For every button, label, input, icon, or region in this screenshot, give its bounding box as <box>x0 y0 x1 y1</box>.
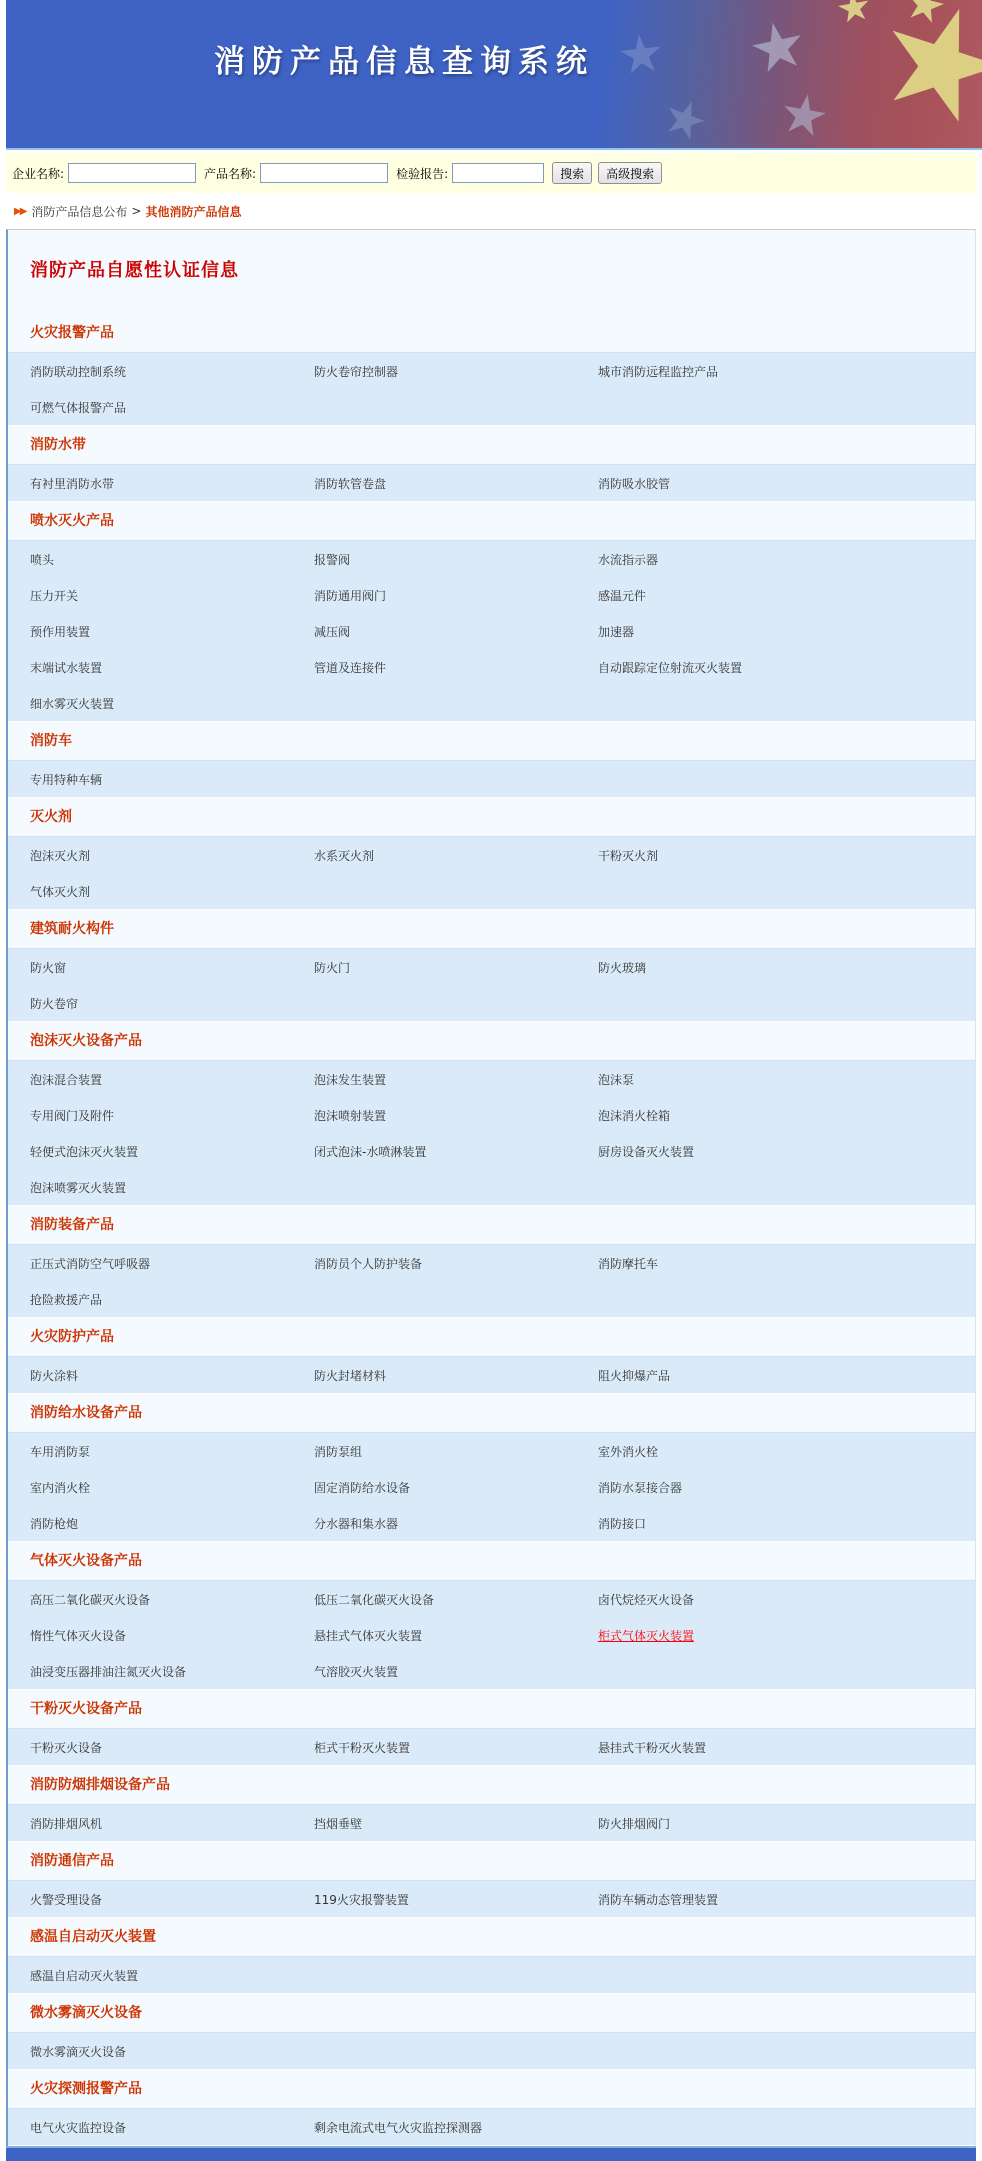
company-name-label: 企业名称: <box>12 166 65 181</box>
item-row <box>8 1433 975 1469</box>
product-name-input[interactable] <box>260 163 388 183</box>
product-link[interactable]: 消防排烟风机 <box>30 1816 103 1831</box>
report-label: 检验报告: <box>396 166 449 181</box>
product-link[interactable]: 压力开关 <box>30 588 79 603</box>
item-row <box>8 353 975 389</box>
product-link[interactable]: 气溶胶灭火装置 <box>314 1664 399 1679</box>
product-link[interactable]: 感温元件 <box>598 588 647 603</box>
product-link[interactable]: 干粉灭火剂 <box>598 848 659 863</box>
product-link[interactable]: 消防泵组 <box>314 1444 363 1459</box>
product-link[interactable]: 火警受理设备 <box>30 1892 103 1907</box>
product-link[interactable]: 自动跟踪定位射流灭火装置 <box>598 660 743 675</box>
product-link[interactable]: 泡沫喷雾灭火装置 <box>30 1180 127 1195</box>
item-row <box>8 1653 975 1689</box>
product-link[interactable]: 厨房设备灭火装置 <box>598 1144 695 1159</box>
section-item-block <box>8 540 975 722</box>
item-row <box>8 1805 975 1841</box>
search-bar <box>6 153 976 193</box>
section-title: 消防防烟排烟设备产品 <box>8 1766 975 1804</box>
section-item-block <box>8 1432 975 1542</box>
section-item-block <box>8 2032 975 2070</box>
section-title: 消防通信产品 <box>8 1842 975 1880</box>
item-row <box>8 1061 975 1097</box>
product-link[interactable]: 泡沫消火栓箱 <box>598 1108 671 1123</box>
section-item-block <box>8 1728 975 1766</box>
breadcrumb-separator: > <box>131 204 142 218</box>
product-link[interactable]: 防火涂料 <box>30 1368 79 1383</box>
product-link[interactable]: 泡沫喷射装置 <box>314 1108 387 1123</box>
section-item-block <box>8 1804 975 1842</box>
product-link[interactable]: 消防软管卷盘 <box>314 476 387 491</box>
breadcrumb-parent-link[interactable]: 消防产品信息公布 <box>31 204 128 219</box>
product-link[interactable]: 防火卷帘控制器 <box>314 364 399 379</box>
item-row <box>8 1245 975 1281</box>
faint-star-icon <box>779 91 830 142</box>
section-title: 消防水带 <box>8 426 975 464</box>
section-item-block <box>8 464 975 502</box>
item-row <box>8 1281 975 1317</box>
section-title: 建筑耐火构件 <box>8 910 975 948</box>
small-star-icon <box>835 0 872 27</box>
china-flag-image <box>570 0 982 148</box>
product-link[interactable]: 柜式气体灭火装置 <box>598 1628 695 1643</box>
page-header <box>6 0 982 150</box>
item-row <box>8 1729 975 1765</box>
item-row <box>8 2033 975 2069</box>
section-item-block <box>8 1580 975 1690</box>
product-link[interactable]: 水系灭火剂 <box>314 848 375 863</box>
section-item-block <box>8 352 975 426</box>
product-link[interactable]: 电气火灾监控设备 <box>30 2120 127 2135</box>
section-title: 消防装备产品 <box>8 1206 975 1244</box>
section-item-block <box>8 948 975 1022</box>
product-link[interactable]: 固定消防给水设备 <box>314 1480 411 1495</box>
faint-star-icon <box>747 17 809 79</box>
item-row <box>8 1957 975 1993</box>
item-row <box>8 1581 975 1617</box>
product-link[interactable]: 消防接口 <box>598 1516 647 1531</box>
product-link[interactable]: 报警阀 <box>314 552 351 567</box>
faint-star-icon <box>659 94 710 145</box>
section-title: 火灾探测报警产品 <box>8 2070 975 2108</box>
item-row <box>8 1169 975 1205</box>
item-row <box>8 577 975 613</box>
breadcrumb <box>6 193 976 229</box>
product-link[interactable]: 末端试水装置 <box>30 660 103 675</box>
item-row <box>8 873 975 909</box>
product-link[interactable]: 干粉灭火设备 <box>30 1740 103 1755</box>
site-title: 消防产品信息查询系统 <box>214 44 594 80</box>
product-link[interactable]: 消防吸水胶管 <box>598 476 671 491</box>
product-link[interactable]: 挡烟垂壁 <box>314 1816 363 1831</box>
product-name-label: 产品名称: <box>204 166 257 181</box>
product-link[interactable]: 专用特种车辆 <box>30 772 103 787</box>
section-item-block <box>8 836 975 910</box>
advanced-search-button[interactable]: 高级搜索 <box>598 162 662 184</box>
section-title: 灭火剂 <box>8 798 975 836</box>
product-link[interactable]: 防火窗 <box>30 960 67 975</box>
product-link[interactable]: 专用阀门及附件 <box>30 1108 115 1123</box>
item-row <box>8 685 975 721</box>
product-link[interactable]: 轻便式泡沫灭火装置 <box>30 1144 139 1159</box>
product-link[interactable]: 悬挂式气体灭火装置 <box>314 1628 423 1643</box>
section-item-block <box>8 1244 975 1318</box>
product-link[interactable]: 减压阀 <box>314 624 351 639</box>
product-link[interactable]: 城市消防远程监控产品 <box>598 364 719 379</box>
product-link[interactable]: 闭式泡沫-水喷淋装置 <box>314 1144 427 1159</box>
product-link[interactable]: 消防水泵接合器 <box>598 1480 683 1495</box>
item-row <box>8 613 975 649</box>
section-title: 微水雾滴灭火设备 <box>8 1994 975 2032</box>
product-link[interactable]: 消防通用阀门 <box>314 588 387 603</box>
faint-star-icon <box>618 32 664 78</box>
breadcrumb-current-link[interactable]: 其他消防产品信息 <box>145 204 242 219</box>
product-link[interactable]: 消防枪炮 <box>30 1516 79 1531</box>
item-row <box>8 389 975 425</box>
product-link[interactable]: 防火排烟阀门 <box>598 1816 671 1831</box>
section-item-block <box>8 1880 975 1918</box>
product-link[interactable]: 悬挂式干粉灭火装置 <box>598 1740 707 1755</box>
product-link[interactable]: 管道及连接件 <box>314 660 387 675</box>
product-link[interactable]: 消防摩托车 <box>598 1256 659 1271</box>
product-link[interactable]: 水流指示器 <box>598 552 659 567</box>
product-link[interactable]: 防火卷帘 <box>30 996 79 1011</box>
item-row <box>8 837 975 873</box>
big-star-icon <box>867 0 982 139</box>
product-link[interactable]: 可燃气体报警产品 <box>30 400 127 415</box>
item-row <box>8 985 975 1021</box>
section-title: 感温自启动灭火装置 <box>8 1918 975 1956</box>
section-title: 气体灭火设备产品 <box>8 1542 975 1580</box>
product-link[interactable]: 预作用装置 <box>30 624 91 639</box>
product-link[interactable]: 惰性气体灭火设备 <box>30 1628 127 1643</box>
product-link[interactable]: 消防员个人防护装备 <box>314 1256 423 1271</box>
product-link[interactable]: 有衬里消防水带 <box>30 476 115 491</box>
section-title: 火灾报警产品 <box>8 314 975 352</box>
product-link[interactable]: 细水雾灭火装置 <box>30 696 115 711</box>
report-input[interactable] <box>452 163 544 183</box>
item-row <box>8 1505 975 1541</box>
section-title: 喷水灭火产品 <box>8 502 975 540</box>
item-row <box>8 761 975 797</box>
section-item-block <box>8 2108 975 2146</box>
product-link[interactable]: 室外消火栓 <box>598 1444 659 1459</box>
product-link[interactable]: 消防车辆动态管理装置 <box>598 1892 719 1907</box>
search-button[interactable]: 搜索 <box>552 162 592 184</box>
breadcrumb-arrows-icon: ▶▶ <box>14 205 26 217</box>
product-link[interactable]: 泡沫泵 <box>598 1072 635 1087</box>
product-link[interactable]: 分水器和集水器 <box>314 1516 399 1531</box>
item-row <box>8 1617 975 1653</box>
section-title: 泡沫灭火设备产品 <box>8 1022 975 1060</box>
item-row <box>8 1133 975 1169</box>
product-link[interactable]: 抢险救援产品 <box>30 1292 103 1307</box>
section-item-block <box>8 1956 975 1994</box>
product-link[interactable]: 油浸变压器排油注氮灭火设备 <box>30 1664 187 1679</box>
product-link[interactable]: 119火灾报警装置 <box>314 1892 409 1907</box>
footer-bar <box>6 2146 976 2161</box>
item-row <box>8 949 975 985</box>
product-link[interactable]: 卤代烷烃灭火设备 <box>598 1592 695 1607</box>
product-link[interactable]: 消防联动控制系统 <box>30 364 127 379</box>
product-link[interactable]: 感温自启动灭火装置 <box>30 1968 139 1983</box>
product-link[interactable]: 泡沫发生装置 <box>314 1072 387 1087</box>
section-title: 干粉灭火设备产品 <box>8 1690 975 1728</box>
section-title: 消防给水设备产品 <box>8 1394 975 1432</box>
product-link[interactable]: 气体灭火剂 <box>30 884 91 899</box>
small-star-icon <box>902 0 948 28</box>
company-name-input[interactable] <box>68 163 196 183</box>
item-row <box>8 649 975 685</box>
product-link[interactable]: 正压式消防空气呼吸器 <box>30 1256 151 1271</box>
section-item-block <box>8 1356 975 1394</box>
item-row <box>8 465 975 501</box>
item-row <box>8 1357 975 1393</box>
product-link[interactable]: 剩余电流式电气火灾监控探测器 <box>314 2120 483 2135</box>
product-link[interactable]: 低压二氧化碳灭火设备 <box>314 1592 435 1607</box>
product-link[interactable]: 防火封堵材料 <box>314 1368 387 1383</box>
product-link[interactable]: 喷头 <box>30 552 55 567</box>
section-title: 消防车 <box>8 722 975 760</box>
item-row <box>8 1881 975 1917</box>
product-link[interactable]: 阻火抑爆产品 <box>598 1368 671 1383</box>
content-panel <box>6 229 976 2146</box>
item-row <box>8 541 975 577</box>
product-link[interactable]: 防火玻璃 <box>598 960 647 975</box>
product-link[interactable]: 泡沫灭火剂 <box>30 848 91 863</box>
section-item-block <box>8 1060 975 1206</box>
product-link[interactable]: 柜式干粉灭火装置 <box>314 1740 411 1755</box>
item-row <box>8 2109 975 2145</box>
product-link[interactable]: 加速器 <box>598 624 635 639</box>
item-row <box>8 1097 975 1133</box>
section-item-block <box>8 760 975 798</box>
section-list <box>8 314 975 2146</box>
product-link[interactable]: 防火门 <box>314 960 351 975</box>
product-link[interactable]: 微水雾滴灭火设备 <box>30 2044 127 2059</box>
product-link[interactable]: 车用消防泵 <box>30 1444 91 1459</box>
section-title: 火灾防护产品 <box>8 1318 975 1356</box>
product-link[interactable]: 高压二氧化碳灭火设备 <box>30 1592 151 1607</box>
product-link[interactable]: 室内消火栓 <box>30 1480 91 1495</box>
product-link[interactable]: 泡沫混合装置 <box>30 1072 103 1087</box>
item-row <box>8 1469 975 1505</box>
page-title: 消防产品自愿性认证信息 <box>30 260 239 281</box>
